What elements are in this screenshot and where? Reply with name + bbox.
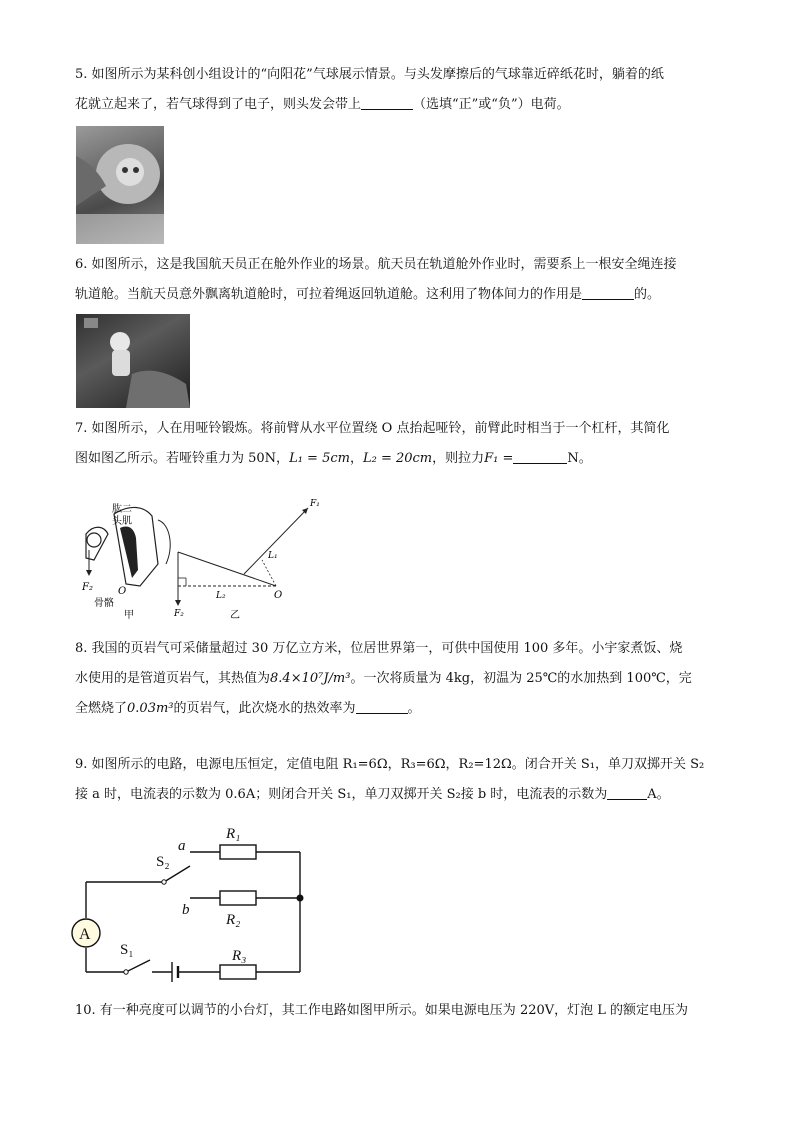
q8-line-3: 全燃烧了0.03m³的页岩气，此次烧水的热效率为 。 [75, 701, 421, 716]
l1-expression: L₁ = 5cm [289, 451, 350, 466]
q9-line-2: 接 a 时，电流表的示数为 0.6A；则闭合开关 S₁，单刀双掷开关 S₂接 b 时，电流表的示数为 A。 [75, 787, 670, 802]
dumbbell [87, 533, 101, 547]
question-8 [75, 634, 725, 724]
question-5 [75, 60, 725, 120]
label-r1: R₁ [226, 826, 241, 842]
heat-value-expression: 8.4×10⁷J/m³ [270, 671, 351, 686]
resistor-r3 [220, 965, 256, 979]
lever-f1-label: F₁ [310, 499, 320, 509]
lever-l2-label: L₂ [216, 591, 226, 601]
resistor-r2 [220, 891, 256, 905]
flower-eye-left [122, 167, 128, 173]
q8-line-2: 水使用的是管道页岩气，其热值为8.4×10⁷J/m³。一次将质量为 4kg，初温为 25℃的水加热到 100℃，完 [75, 671, 692, 686]
shoulder-outline [158, 520, 170, 564]
s1-blade [126, 960, 150, 972]
q9-line-1: 9. 如图所示的电路，电源电压恒定，定值电阻 R₁=6Ω，R₃=6Ω，R₂=12Ω。闭合开关 S₁，单刀双掷开关 S₂ [75, 757, 705, 772]
junction-dot [297, 895, 304, 902]
q8-line-1: 8. 我国的页岩气可采储量超过 30 万亿立方米，位居世界第一，可供中国使用 100 多年。小宇家煮饭、烧 [75, 641, 683, 656]
lever-sloped-edge [178, 552, 276, 586]
station-module [126, 371, 190, 408]
s1-pivot [124, 970, 128, 974]
paper-pieces [76, 214, 164, 244]
flag-shape [84, 318, 98, 328]
lever-l1-label: L₁ [268, 551, 278, 561]
bone-label: 骨骼 [94, 598, 114, 609]
q10-line-1: 10. 有一种亮度可以调节的小台灯，其工作电路如图甲所示。如果电源电压为 220V，灯泡 L 的额定电压为 [75, 1003, 689, 1018]
q6-line-1: 6. 如图所示，这是我国航天员正在舱外作业的场景。航天员在轨道舱外作业时，需要系上一根安全绳连接 [75, 257, 677, 272]
caption-jia: 甲 [124, 610, 134, 621]
flower-eye-right [133, 167, 139, 173]
lever-diagram [173, 499, 320, 621]
q5-answer-blank[interactable] [361, 95, 413, 110]
f1-arrow [244, 508, 308, 574]
label-r3: R₃ [232, 948, 247, 964]
circuit-diagram [68, 814, 318, 986]
astronaut-photo [76, 314, 190, 408]
q6-answer-blank[interactable] [582, 285, 634, 300]
q9-answer-blank[interactable] [607, 785, 647, 800]
s2-pivot [162, 880, 166, 884]
arm-diagram [81, 502, 170, 621]
muscle-label-2: 头肌 [112, 516, 132, 527]
l2-expression: L₂ = 20cm [362, 451, 433, 466]
resistor-r1 [220, 845, 256, 859]
arm-f2-label: F₂ [82, 582, 93, 593]
muscle-label-1: 肱二 [112, 504, 132, 515]
f2-arrowhead-arm [86, 570, 92, 576]
astronaut-suit [112, 350, 130, 376]
arm-o-label: O [118, 586, 127, 597]
lever-figure [74, 494, 320, 624]
caption-yi: 乙 [230, 610, 240, 621]
q6-line-2: 轨道舱。当航天员意外飘离轨道舱时，可拉着绳返回轨道舱。这利用了物体间力的作用是 的。 [75, 287, 661, 302]
label-a: a [178, 838, 186, 854]
label-s1: S₁ [120, 942, 134, 958]
q5-line-2: 花就立起来了，若气球得到了电子，则头发会带上 （选填“正”或“负”）电荷。 [75, 97, 570, 112]
label-b: b [182, 902, 190, 918]
q5-line-1: 5. 如图所示为某科创小组设计的“向阳花”气球展示情景。与头发摩擦后的气球靠近碎纸花时，躺着的纸 [75, 67, 664, 82]
astronaut-photo-art [76, 314, 190, 408]
astronaut-helmet [110, 332, 130, 352]
question-10 [75, 996, 725, 1026]
sun-flower-face [116, 158, 144, 186]
question-6 [75, 250, 725, 310]
question-9 [75, 750, 725, 810]
q7-answer-blank[interactable] [513, 449, 567, 464]
f2-arrowhead-lever [175, 600, 181, 606]
lever-f2-label: F₂ [174, 609, 184, 619]
q7-line-2: 图如图乙所示。若哑铃重力为 50N，L₁ = 5cm，L₂ = 20cm，则拉力F₁ = N。 [75, 451, 592, 466]
f1-expression: F₁ = [484, 451, 514, 466]
biceps-muscle [120, 526, 138, 578]
balloon-flower-photo [76, 126, 164, 244]
q7-line-1: 7. 如图所示，人在用哑铃锻炼。将前臂从水平位置绕 O 点抬起哑铃，前臂此时相当于一个杠杆，其简化 [75, 421, 670, 436]
label-r2: R₂ [226, 912, 241, 928]
label-ammeter: A [79, 926, 91, 943]
lever-o-label: O [274, 590, 283, 601]
balloon-photo-art [76, 126, 164, 244]
label-s2: S₂ [156, 854, 170, 870]
q8-answer-blank[interactable] [356, 699, 408, 714]
question-7 [75, 414, 725, 474]
volume-expression: 0.03m³ [127, 701, 174, 716]
